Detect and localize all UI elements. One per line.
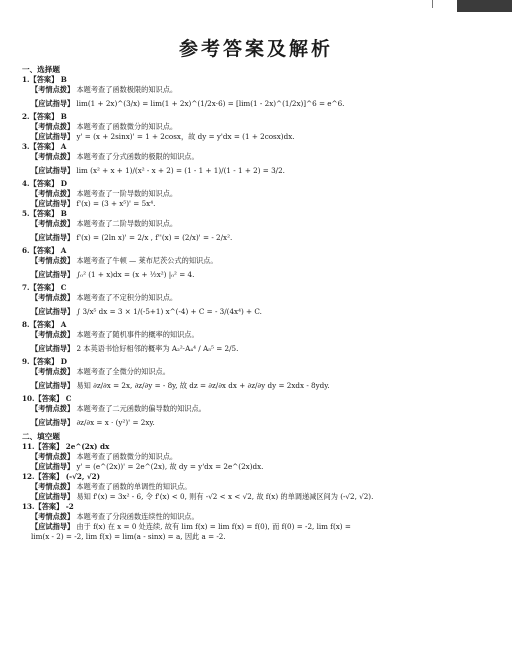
explanation-line <box>22 452 496 462</box>
explanation-text: 本题考查了函数的单调性的知识点。 <box>76 482 192 491</box>
answer-line: 9.【答案】 D <box>22 357 67 366</box>
explanation-text: y' = (e^(2x))' = 2e^(2x), 故 dy = y'dx = 2e^(2x)dx. <box>76 462 264 471</box>
explanation-tag: 【应试指导】 <box>31 270 75 279</box>
explanation-line <box>22 532 496 542</box>
explanation-text: y' = (x + 2sinx)' = 1 + 2cosx，故 dy = y'dx = (1 + 2cosx)dx. <box>76 132 295 141</box>
explanation-line <box>22 152 496 162</box>
explanation-tag: 【考情点拨】 <box>31 367 75 376</box>
explanation-line <box>22 219 496 229</box>
answer-line: 2.【答案】 B <box>22 112 67 121</box>
explanation-text: 本题考查了牛顿 — 莱布尼茨公式的知识点。 <box>76 256 218 265</box>
explanation-tag: 【应试指导】 <box>31 99 75 108</box>
explanation-line <box>22 512 496 522</box>
explanation-text: 本题考查了随机事件的概率的知识点。 <box>76 330 199 339</box>
explanation-tag: 【考情点拨】 <box>31 122 75 131</box>
page-corner-tab <box>457 0 512 12</box>
explanation-tag: 【考情点拨】 <box>31 452 75 461</box>
explanation-text: 本题考查了全微分的知识点。 <box>76 367 170 376</box>
explanation-text: 由于 f(x) 在 x = 0 处连续, 故有 lim f(x) = lim f(x) = f(0), 而 f(0) = -2, lim f(x) = <box>76 522 351 531</box>
answer-line: 10.【答案】 C <box>22 394 72 403</box>
answer-content <box>22 64 496 542</box>
answer-line: 12.【答案】 (-√2, √2) <box>22 472 100 481</box>
explanation-tag: 【考情点拨】 <box>31 152 75 161</box>
explanation-tag: 【应试指导】 <box>31 492 75 501</box>
explanation-line <box>22 189 496 199</box>
answer-line: 3.【答案】 A <box>22 142 67 151</box>
page-edge-mark <box>432 0 433 8</box>
explanation-tag: 【考情点拨】 <box>31 219 75 228</box>
answer-line: 13.【答案】 -2 <box>22 502 74 511</box>
question-block <box>22 320 496 357</box>
explanation-text: lim(x - 2) = -2, lim f(x) = lim(a - sinx) = a, 因此 a = -2. <box>31 532 226 541</box>
explanation-tag: 【考情点拨】 <box>31 330 75 339</box>
explanation-tag: 【应试指导】 <box>31 199 75 208</box>
question-block <box>22 472 496 502</box>
explanation-line <box>22 95 496 112</box>
explanation-text: 本题考查了二阶导数的知识点。 <box>76 219 178 228</box>
question-block <box>22 394 496 431</box>
explanation-line <box>22 462 496 472</box>
explanation-text: 易知 ∂z/∂x = 2x, ∂z/∂y = - 8y, 故 dz = ∂z/∂x dx + ∂z/∂y dy = 2xdx - 8ydy. <box>76 381 330 390</box>
question-block <box>22 502 496 542</box>
explanation-line <box>22 414 496 431</box>
answer-line: 4.【答案】 D <box>22 179 67 188</box>
explanation-text: f'(x) = (2ln x)' = 2/x , f''(x) = (2/x)' = - 2/x². <box>76 233 233 242</box>
explanation-line <box>22 330 496 340</box>
explanation-tag: 【应试指导】 <box>31 522 75 531</box>
explanation-text: 本题考查了函数极限的知识点。 <box>76 85 178 94</box>
explanation-line <box>22 340 496 357</box>
question-block <box>22 246 496 283</box>
explanation-line <box>22 522 496 532</box>
page-title: 参考答案及解析 <box>178 38 333 60</box>
explanation-tag: 【考情点拨】 <box>31 189 75 198</box>
explanation-tag: 【应试指导】 <box>31 462 75 471</box>
explanation-text: ∫ 3/x⁵ dx = 3 × 1/(-5+1) x^(-4) + C = - 3/(4x⁴) + C. <box>76 307 262 316</box>
explanation-tag: 【应试指导】 <box>31 166 75 175</box>
explanation-text: 易知 f'(x) = 3x² - 6, 令 f'(x) < 0, 则有 -√2 < x < √2, 故 f(x) 的单调递减区间为 (-√2, √2). <box>76 492 374 501</box>
explanation-text: 本题考查了二元函数的偏导数的知识点。 <box>76 404 206 413</box>
answer-line: 8.【答案】 A <box>22 320 67 329</box>
explanation-line <box>22 229 496 246</box>
explanation-line <box>22 266 496 283</box>
explanation-line <box>22 492 496 502</box>
explanation-text: 本题考查了分式函数的极限的知识点。 <box>76 152 199 161</box>
explanation-tag: 【应试指导】 <box>31 132 75 141</box>
explanation-tag: 【考情点拨】 <box>31 293 75 302</box>
explanation-tag: 【应试指导】 <box>31 344 75 353</box>
explanation-line <box>22 303 496 320</box>
explanation-text: 2 本英语书恰好相邻的概率为 A₂²·A₄⁴ / A₅⁵ = 2/5. <box>76 344 239 353</box>
question-block <box>22 209 496 246</box>
explanation-tag: 【考情点拨】 <box>31 512 75 521</box>
explanation-line <box>22 482 496 492</box>
question-block <box>22 442 496 472</box>
answer-line: 6.【答案】 A <box>22 246 67 255</box>
explanation-text: 本题考查了分段函数连续性的知识点。 <box>76 512 199 521</box>
question-block <box>22 142 496 179</box>
explanation-tag: 【应试指导】 <box>31 418 75 427</box>
answer-line: 7.【答案】 C <box>22 283 67 292</box>
explanation-tag: 【应试指导】 <box>31 307 75 316</box>
question-block <box>22 357 496 394</box>
section-heading: 一、选择题 <box>22 65 60 74</box>
explanation-text: 本题考查了一阶导数的知识点。 <box>76 189 178 198</box>
explanation-tag: 【考情点拨】 <box>31 85 75 94</box>
explanation-text: 本题考查了函数微分的知识点。 <box>76 122 178 131</box>
explanation-tag: 【考情点拨】 <box>31 482 75 491</box>
explanation-text: lim(1 + 2x)^(3/x) = lim(1 + 2x)^(1/2x·6) = [lim(1 - 2x)^(1/2x)]^6 = e^6. <box>76 99 345 108</box>
answer-line: 11.【答案】 2e^(2x) dx <box>22 442 110 451</box>
explanation-line <box>22 377 496 394</box>
explanation-tag: 【应试指导】 <box>31 381 75 390</box>
explanation-line <box>22 256 496 266</box>
question-block <box>22 179 496 209</box>
question-block <box>22 283 496 320</box>
answer-line: 1.【答案】 B <box>22 75 67 84</box>
explanation-line <box>22 85 496 95</box>
explanation-tag: 【考情点拨】 <box>31 256 75 265</box>
answer-line: 5.【答案】 B <box>22 209 67 218</box>
explanation-text: f'(x) = (3 + x⁵)' = 5x⁴. <box>76 199 156 208</box>
explanation-text: ∫₀² (1 + x)dx = (x + ½x²) |₀² = 4. <box>76 270 195 279</box>
section-heading: 二、填空题 <box>22 432 60 441</box>
explanation-text: ∂z/∂x = x · (y²)' = 2xy. <box>76 418 155 427</box>
explanation-line <box>22 199 496 209</box>
question-block <box>22 112 496 142</box>
explanation-tag: 【应试指导】 <box>31 233 75 242</box>
explanation-line <box>22 122 496 132</box>
explanation-line <box>22 132 496 142</box>
explanation-line <box>22 293 496 303</box>
explanation-text: lim (x² + x + 1)/(x² - x + 2) = (1 - 1 + 1)/(1 - 1 + 2) = 3/2. <box>76 166 285 175</box>
explanation-text: 本题考查了不定积分的知识点。 <box>76 293 178 302</box>
explanation-line <box>22 404 496 414</box>
explanation-tag: 【考情点拨】 <box>31 404 75 413</box>
explanation-line <box>22 162 496 179</box>
question-block <box>22 75 496 112</box>
explanation-line <box>22 367 496 377</box>
explanation-text: 本题考查了函数微分的知识点。 <box>76 452 178 461</box>
